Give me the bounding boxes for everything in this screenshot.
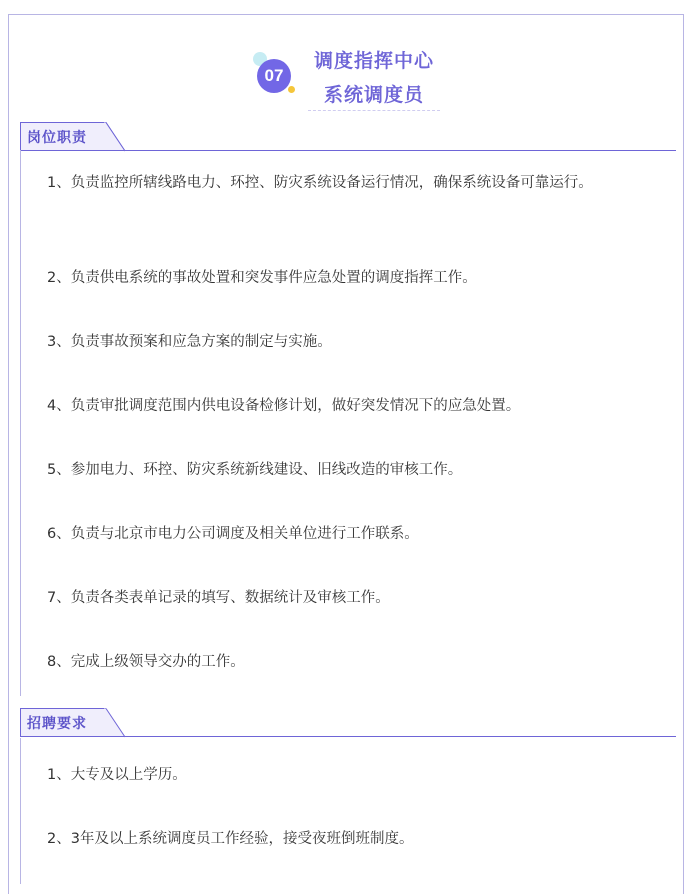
section-rule [20, 736, 676, 737]
duties-list [20, 150, 676, 696]
requirements-list [20, 738, 676, 884]
section-header-duties [20, 122, 676, 152]
dot-decoration-icon [288, 86, 295, 93]
list-item: 4、负责审批调度范围内供电设备检修计划，做好突发情况下的应急处置。 [47, 398, 521, 414]
department-title: 调度指挥中心 [313, 50, 434, 72]
title-divider [308, 110, 440, 111]
tab-slant-icon [104, 708, 126, 738]
list-item: 5、参加电力、环控、防灾系统新线建设、旧线改造的审核工作。 [47, 462, 463, 478]
list-item: 3、负责事故预案和应急方案的制定与实施。 [47, 334, 332, 350]
tab-slant-icon [104, 122, 126, 152]
section-header-requirements [20, 708, 676, 738]
position-title: 系统调度员 [323, 84, 424, 106]
list-item: 7、负责各类表单记录的填写、数据统计及审核工作。 [47, 590, 390, 606]
section-heading: 招聘要求 [20, 708, 106, 736]
list-item: 2、负责供电系统的事故处置和突发事件应急处置的调度指挥工作。 [47, 270, 477, 286]
section-heading: 岗位职责 [20, 122, 106, 150]
badge-number: 07 [257, 59, 291, 93]
list-item: 1、负责监控所辖线路电力、环控、防灾系统设备运行情况，确保系统设备可靠运行。 [47, 175, 593, 191]
list-item: 1、大专及以上学历。 [47, 767, 187, 783]
number-badge [248, 50, 308, 102]
job-header [0, 0, 696, 120]
list-item: 6、负责与北京市电力公司调度及相关单位进行工作联系。 [47, 526, 419, 542]
list-item: 8、完成上级领导交办的工作。 [47, 654, 245, 670]
list-item: 2、3年及以上系统调度员工作经验，接受夜班倒班制度。 [47, 831, 414, 847]
